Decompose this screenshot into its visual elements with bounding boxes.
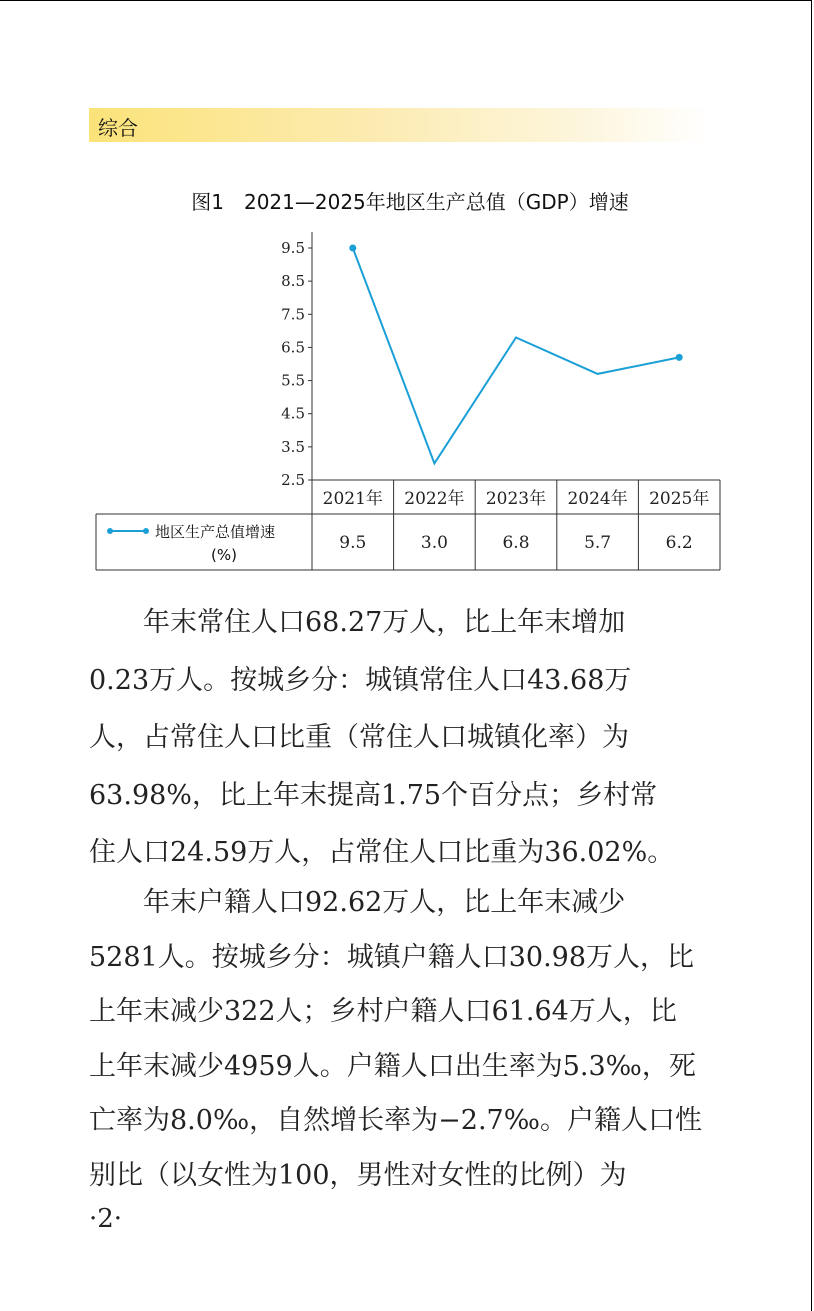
text-line: 上年末减少4959人。户籍人口出生率为5.3‰，死	[89, 1050, 696, 1082]
text-line: 别比（以女性为100，男性对女性的比例）为	[89, 1159, 627, 1191]
page-number: ·2·	[89, 1204, 123, 1234]
text-line: 上年末减少322人；乡村户籍人口61.64万人，比	[89, 996, 677, 1027]
x-category-label: 2022年	[404, 489, 465, 509]
y-tick-label: 9.5	[281, 239, 305, 257]
gdp-growth-chart	[0, 0, 814, 580]
legend-marker	[107, 528, 113, 534]
text-line: 63.98%，比上年末提高1.75个百分点；乡村常	[89, 779, 658, 811]
legend-series-unit: (%)	[211, 546, 237, 564]
data-value-label: 6.8	[502, 533, 530, 553]
data-value-label: 5.7	[584, 533, 612, 553]
text-line: 5281人。按城乡分：城镇户籍人口30.98万人，比	[89, 941, 695, 973]
y-tick-label: 2.5	[281, 471, 305, 489]
legend-series-name: 地区生产总值增速	[155, 523, 276, 541]
section-label: 综合	[98, 116, 138, 140]
y-tick-label: 6.5	[281, 338, 305, 357]
text-line: 住人口24.59万人，占常住人口比重为36.02%。	[89, 837, 675, 868]
x-category-label: 2025年	[649, 489, 710, 509]
x-category-label: 2023年	[485, 489, 547, 509]
chart-title: 图1 2021—2025年地区生产总值（GDP）增速	[191, 190, 629, 214]
text-line: 年末户籍人口92.62万人，比上年末减少	[89, 887, 626, 918]
y-tick-label: 4.5	[281, 404, 305, 423]
x-category-label: 2024年	[567, 489, 628, 509]
text-line: 年末常住人口68.27万人，比上年末增加	[89, 607, 626, 638]
text-line: 0.23万人。按城乡分：城镇常住人口43.68万	[89, 664, 632, 696]
x-category-label: 2021年	[322, 489, 383, 509]
data-point-marker	[676, 354, 683, 361]
text-line: 亡率为8.0‰，自然增长率为−2.7‰。户籍人口性	[89, 1105, 702, 1136]
y-tick-label: 5.5	[281, 371, 305, 390]
series-line	[353, 248, 679, 463]
y-tick-label: 8.5	[281, 272, 305, 291]
legend-marker	[143, 528, 149, 534]
data-value-label: 6.2	[665, 533, 693, 553]
text-line: 人，占常住人口比重（常住人口城镇化率）为	[89, 722, 629, 753]
data-value-label: 3.0	[420, 533, 448, 553]
y-tick-label: 3.5	[281, 437, 305, 456]
y-tick-label: 7.5	[281, 305, 305, 324]
data-value-label: 9.5	[339, 533, 367, 553]
data-point-marker	[349, 245, 356, 252]
